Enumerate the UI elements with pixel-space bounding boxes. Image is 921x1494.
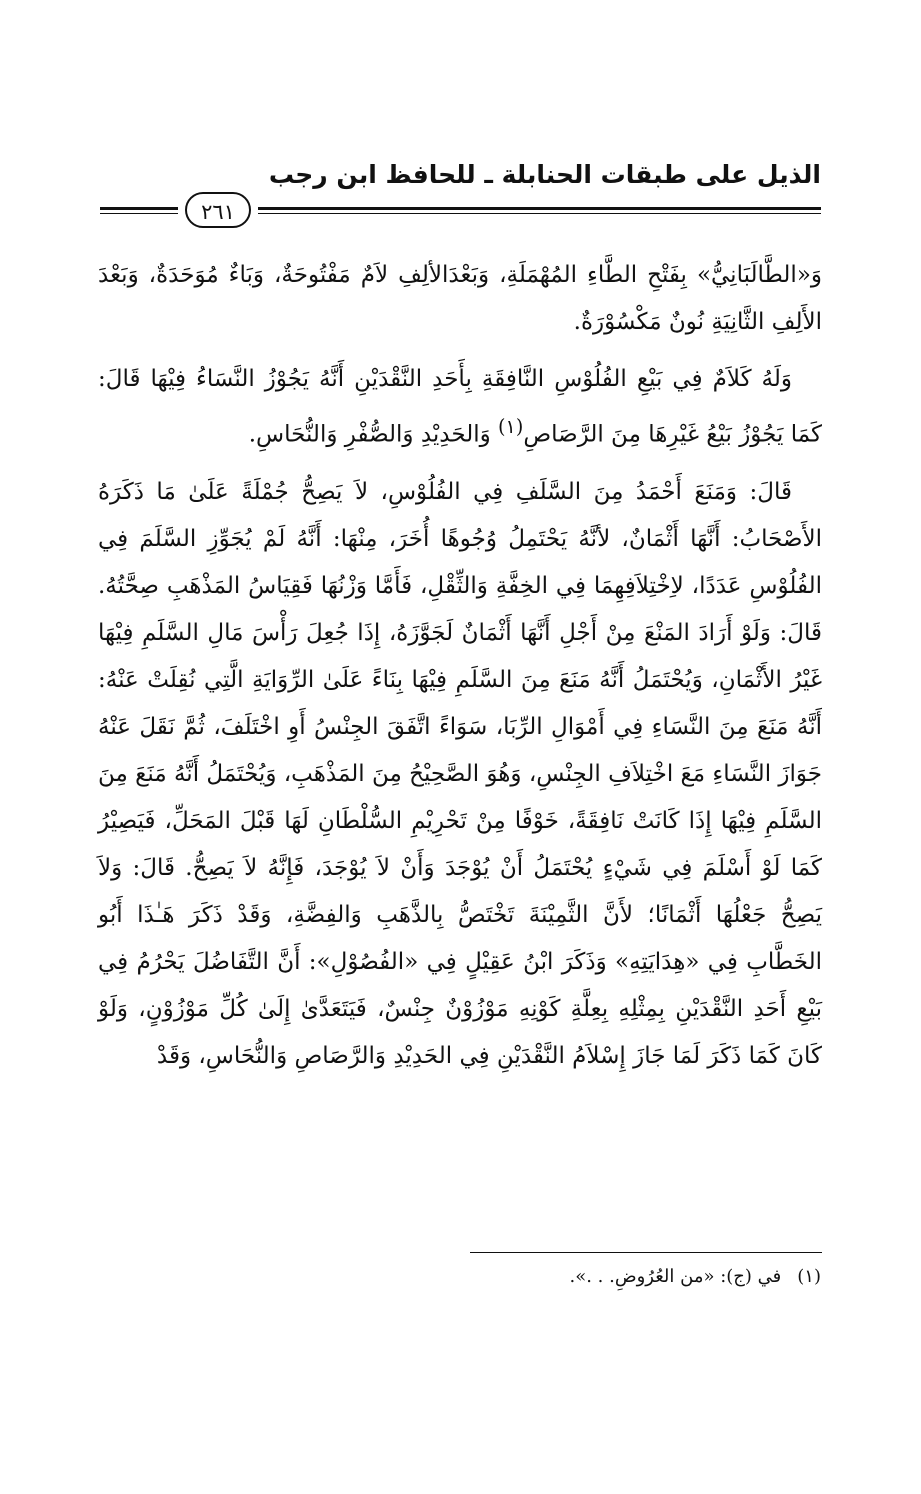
footnote-text: في (ج): «من العُرُوضِ. . .». bbox=[569, 1266, 782, 1287]
paragraph-3: قَالَ: وَمَنَعَ أَحْمَدُ مِنَ السَّلَفِ فِي الفُلُوْسِ، لاَ يَصِحُّ جُمْلَةً عَلَىٰ مَا ذَكَرَهُ الأَصْحَابُ: أَنَّهَا أَثْمَانٌ، لأنَّهُ يَحْتَمِلُ وُجُوهًا أُخَرَ، مِنْهَا: أَنَّهُ لَمْ يُجَوِّزِ السَّلَمَ فِي الفُلُوْسِ عَدَدًا، لاِخْتِلاَفِهِمَا فِي الخِفَّةِ وَالثِّقْلِ، فَأَمَّا وَزْنُهَا فَقِيَاسُ المَذْهَبِ صِحَّتُهُ. قَالَ: وَلَوْ أَرَادَ المَنْعَ مِنْ أَجْلِ أَنَّهَا أَثْمَانٌ لَجَوَّزَهُ، إِذَا جُعِلَ رَأْسَ مَالِ السَّلَمِ فِيْهَا غَيْرُ الأَثْمَانِ، وَيُحْتَمَلُ أَنَّهُ مَنَعَ مِنَ السَّلَمِ فِيْهَا بِنَاءً عَلَىٰ الرِّوَايَةِ الَّتِي نُقِلَتْ عَنْهُ: أَنَّهُ مَنَعَ مِنَ النَّسَاءِ فِي أَمْوَالِ الرِّبَا، سَوَاءً اتَّفَقَ الجِنْسُ أَوِ اخْتَلَفَ، ثُمَّ نَقَلَ عَنْهُ جَوَازَ النَّسَاءِ مَعَ اخْتِلاَفِ الجِنْسِ، وَهُوَ الصَّحِيْحُ مِنَ المَذْهَبِ، وَيُحْتَمَلُ أَنَّهُ مَنَعَ مِنَ السَّلَمِ فِيْهَا إِذَا كَانَتْ نَافِقَةً، خَوْفًا مِنْ تَحْرِيْمِ السُّلْطَانِ لَهَا قَبْلَ المَحَلِّ، فَيَصِيْرُ كَمَا لَوْ أَسْلَمَ فِي شَيْءٍ يُحْتَمَلُ أَنْ يُوْجَدَ وَأَنْ لاَ يُوْجَدَ، فَإِنَّهُ لاَ يَصِحُّ. قَالَ: وَلاَ يَصِحُّ جَعْلُهَا أَثْمَانًا؛ لأَنَّ الثَّمِيْنَةَ تَخْتَصُّ بِالذَّهَبِ وَالفِضَّةِ، وَقَدْ ذَكَرَ هَـٰذَا أَبُو الخَطَّابِ فِي «هِدَايَتِهِ» وَذَكَرَ ابْنُ عَقِيْلٍ فِي «الفُصُوْلِ»: أَنَّ التَّفَاضُلَ يَحْرُمُ فِي بَيْعِ أَحَدِ النَّقْدَيْنِ بِمِثْلِهِ بِعِلَّةِ كَوْنِهِ مَوْزُوْنٌ جِنْسٌ، فَيَتَعَدَّىٰ إِلَىٰ كُلِّ مَوْزُوْنٍ، وَلَوْ كَانَ كَمَا ذَكَرَ لَمَا جَازَ إِسْلاَمُ النَّقْدَيْنِ فِي الحَدِيْدِ وَالرَّصَاصِ وَالنُّحَاسِ، وَقَدْ bbox=[98, 478, 822, 1069]
paragraph-2-text-a: وَلَهُ كَلاَمٌ فِي بَيْعِ الفُلُوْسِ النَّافِقَةِ بِأَحَدِ النَّقْدَيْنِ أَنَّهُ يَجُوْزُ النَّسَاءُ فِيْهَا قَالَ: كَمَا يَجُوْزُ بَيْعُ غَيْرِهَا مِنَ الرَّصَاصِ bbox=[98, 366, 822, 448]
footnote-number: (١) bbox=[797, 1266, 821, 1287]
paragraph-2-text-b: وَالحَدِيْدِ وَالصُّفْرِ وَالنُّحَاسِ. bbox=[248, 421, 491, 448]
footnote bbox=[570, 1266, 822, 1287]
footnote-reference: (١) bbox=[498, 415, 524, 438]
header-rule-left bbox=[100, 207, 178, 214]
header-rule-right bbox=[258, 207, 821, 214]
body-text bbox=[98, 252, 822, 1090]
header-rule bbox=[100, 192, 821, 232]
paragraph-1: وَ«الطَّالَبَانِيُّ» بِفَتْحِ الطَّاءِ المُهْمَلَةِ، وَبَعْدَالألِفِ لاَمٌ مَفْتُوحَةٌ، وَبَاءٌ مُوَحَدَةٌ، وَبَعْدَ الأَلِفِ الثَّانِيَةِ نُونٌ مَكْسُوْرَةٌ. bbox=[98, 262, 822, 335]
footnote-separator bbox=[470, 1252, 822, 1253]
paragraph-2 bbox=[98, 356, 822, 459]
page-number: ٢٦١ bbox=[185, 192, 251, 228]
running-title: الذيل على طبقات الحنابلة ـ للحافظ ابن رجب bbox=[268, 160, 821, 189]
